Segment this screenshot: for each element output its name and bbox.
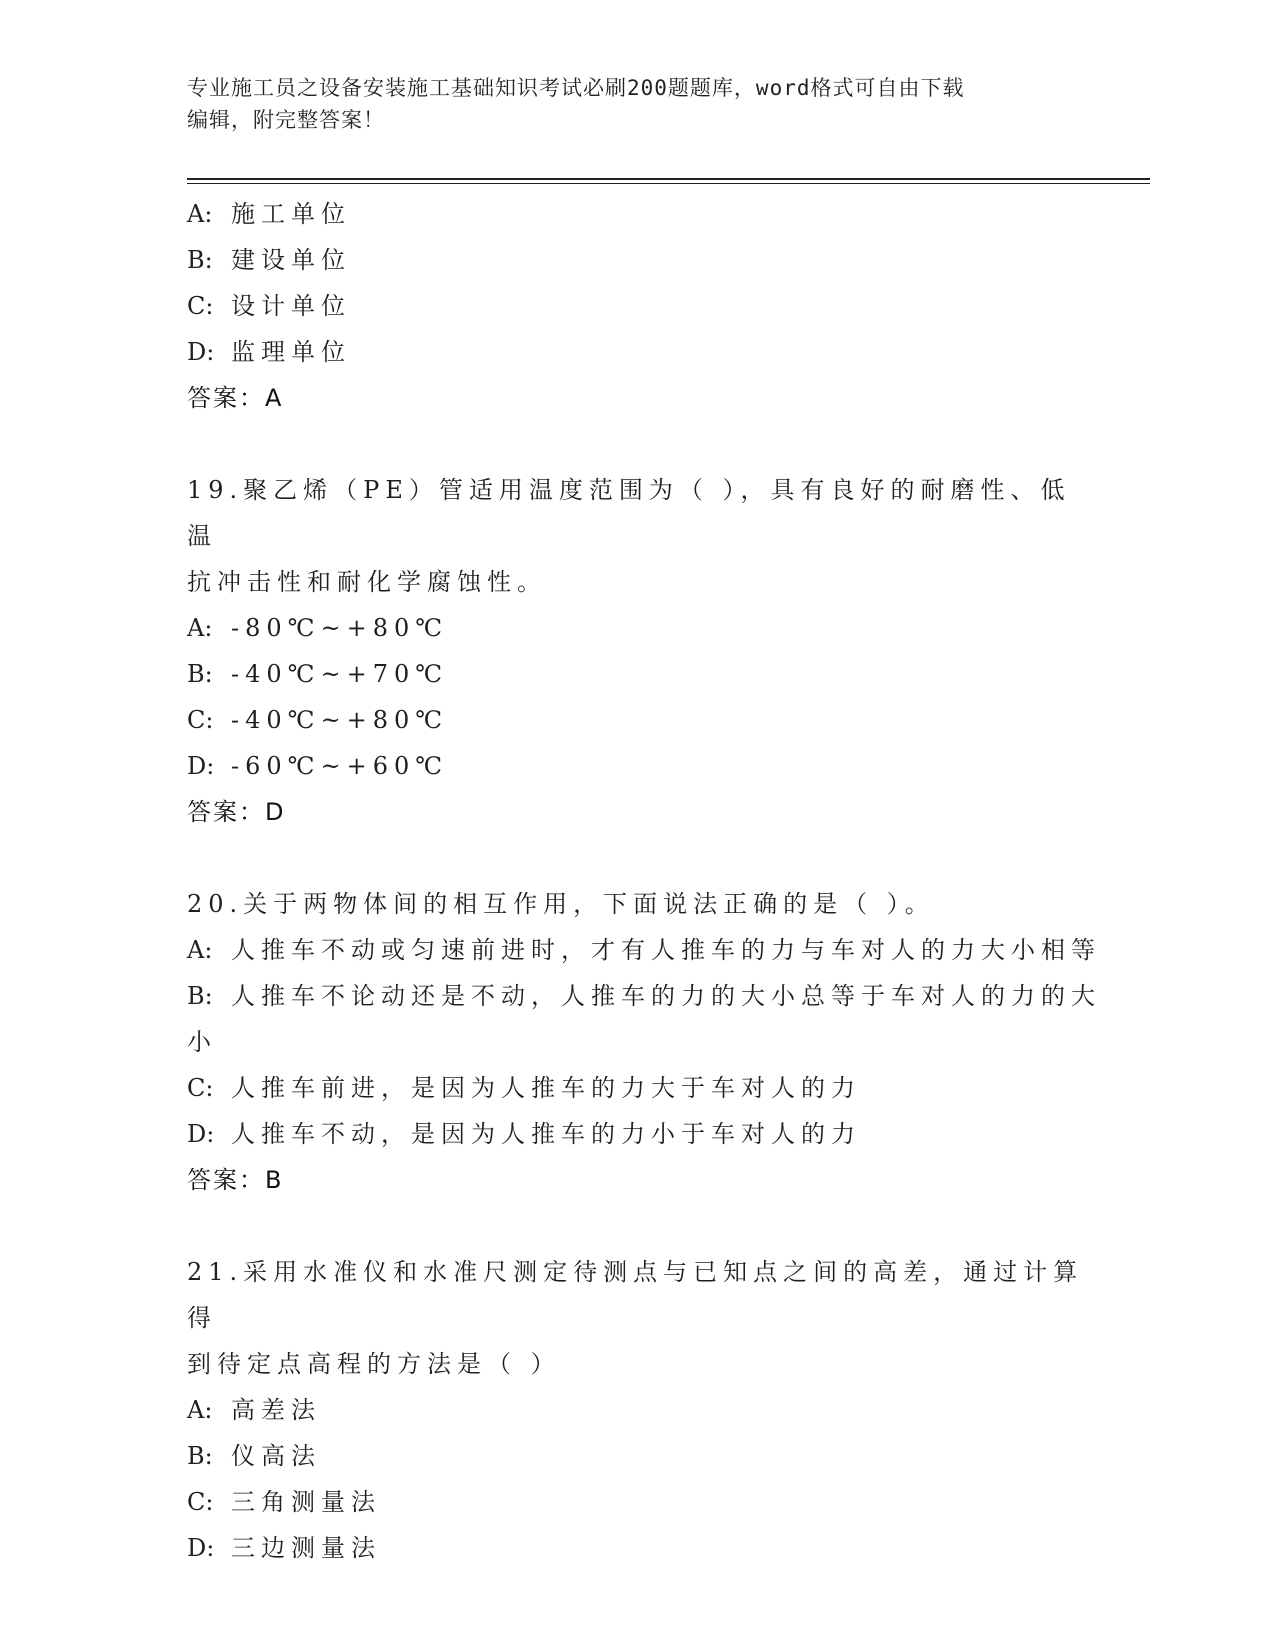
option-label: C:	[187, 706, 214, 734]
header-title-line-2: 编辑，附完整答案！	[187, 108, 385, 132]
option-text: 三角测量法	[231, 1488, 381, 1516]
question-text-line-2: 到待定点高程的方法是（ ）	[187, 1350, 561, 1378]
question-20-block	[187, 881, 1101, 1203]
question-text-line-2: 抗冲击性和耐化学腐蚀性。	[187, 568, 547, 596]
option-text: -40℃~+70℃	[231, 660, 449, 688]
option-label: D:	[187, 1534, 215, 1562]
option-b	[187, 973, 1101, 1019]
header-divider-thick	[187, 178, 1150, 180]
option-label: C:	[187, 292, 214, 320]
option-label: B:	[187, 660, 213, 688]
option-text: 人推车不论动还是不动，人推车的力的大小总等于车对人的力的大	[231, 982, 1101, 1010]
option-b	[187, 237, 1087, 283]
option-b-continuation	[187, 1019, 1087, 1065]
question-content	[187, 191, 1101, 1571]
option-c	[187, 283, 1087, 329]
spacer	[187, 1203, 1087, 1249]
question-text-line-1: 21.采用水准仪和水准尺测定待测点与已知点之间的高差，通过计算得	[187, 1258, 1084, 1332]
question-21-block	[187, 1249, 1087, 1571]
answer-line: 答案：A	[187, 384, 284, 412]
option-label: A:	[187, 614, 213, 642]
option-label: D:	[187, 752, 215, 780]
option-c	[187, 697, 1087, 743]
option-a	[187, 605, 1087, 651]
option-label: B:	[187, 982, 213, 1010]
question-text-line-1: 19.聚乙烯（PE）管适用温度范围为（ ），具有良好的耐磨性、低温	[187, 476, 1071, 550]
option-text: 人推车不动或匀速前进时，才有人推车的力与车对人的力大小相等	[231, 936, 1101, 964]
option-label: C:	[187, 1074, 214, 1102]
option-text: 小	[187, 1028, 217, 1056]
option-d	[187, 329, 1087, 375]
option-a	[187, 191, 1087, 237]
option-label: A:	[187, 1396, 213, 1424]
option-text: 设计单位	[231, 292, 351, 320]
option-text: 施工单位	[231, 200, 351, 228]
header-divider-thin	[187, 183, 1150, 184]
option-text: 监理单位	[231, 338, 351, 366]
answer-line: 答案：D	[187, 798, 286, 826]
question-18-block	[187, 191, 1087, 421]
option-d	[187, 1525, 1087, 1571]
option-text: 仪高法	[231, 1442, 321, 1470]
option-c	[187, 1479, 1087, 1525]
option-label: A:	[187, 200, 213, 228]
option-label: C:	[187, 1488, 214, 1516]
option-a	[187, 927, 1101, 973]
answer-line: 答案：B	[187, 1166, 284, 1194]
option-text: -40℃~+80℃	[231, 706, 449, 734]
spacer	[187, 421, 1087, 467]
option-text: 高差法	[231, 1396, 321, 1424]
option-text: 人推车前进，是因为人推车的力大于车对人的力	[231, 1074, 861, 1102]
spacer	[187, 835, 1087, 881]
question-19-block	[187, 467, 1087, 835]
option-text: 三边测量法	[231, 1534, 381, 1562]
option-d	[187, 743, 1087, 789]
document-header	[187, 72, 1087, 136]
option-text: 建设单位	[231, 246, 351, 274]
option-label: A:	[187, 936, 213, 964]
option-label: D:	[187, 338, 215, 366]
option-label: D:	[187, 1120, 215, 1148]
header-title-line-1: 专业施工员之设备安装施工基础知识考试必刷200题题库，word格式可自由下载	[187, 76, 965, 100]
option-label: B:	[187, 1442, 213, 1470]
option-text: 人推车不动，是因为人推车的力小于车对人的力	[231, 1120, 861, 1148]
option-b	[187, 651, 1087, 697]
option-label: B:	[187, 246, 213, 274]
question-text-line-1: 20.关于两物体间的相互作用，下面说法正确的是（ ）。	[187, 890, 935, 918]
option-text: -80℃~+80℃	[231, 614, 449, 642]
option-b	[187, 1433, 1087, 1479]
option-text: -60℃~+60℃	[231, 752, 449, 780]
option-c	[187, 1065, 1087, 1111]
option-a	[187, 1387, 1087, 1433]
option-d	[187, 1111, 1087, 1157]
